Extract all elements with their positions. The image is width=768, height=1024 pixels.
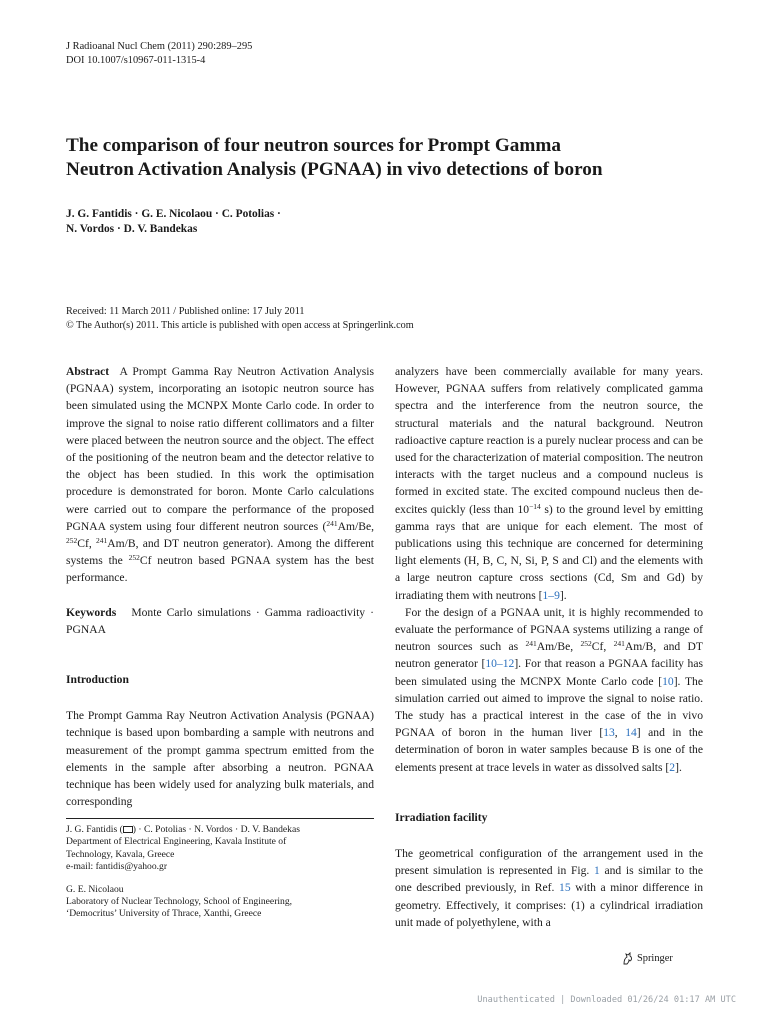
citation-link[interactable]: 10 <box>662 674 674 688</box>
citation-link[interactable]: 2 <box>669 760 676 774</box>
journal-header <box>66 40 252 68</box>
figure-link[interactable]: 1 <box>593 864 600 878</box>
abstract-label: Abstract <box>66 365 110 378</box>
author-list: J. G. Fantidis · G. E. Nicolaou · C. Potolias · N. Vordos · D. V. Bandekas <box>66 208 281 235</box>
right-column <box>395 363 703 931</box>
citation-link[interactable]: 10–12 <box>485 657 515 671</box>
citation-link[interactable]: 14 <box>625 726 637 740</box>
abstract: Abstract A Prompt Gamma Ray Neutron Activation Analysis (PGNAA) system, incorporating an isotopic neutron source has been simulated using the MCNPX Monte Carlo code. In order to improve the signal to noise ratio different collimators and a filter were placed between the neutron source and the object. The effect of the positioning of the neutron beam and the detector relative to the object has been studied. In this work the optimisation procedure is demonstrated for boron. Monte Carlo calculations were carried out to compare the performance of the proposed PGNAA system using four different neutron sources ($^{241}$Am/Be, $^{252}$Cf, $^{241}$Am/B, and DT neutron generator). Among the different systems the $^{252}$Cf neutron based PGNAA system has the best performance. <box>66 365 375 585</box>
citation-link[interactable]: 13 <box>603 726 615 740</box>
article-title: The comparison of four neutron sources for Prompt Gamma Neutron Activation Analysis (PGNAA) in vivo detections of boron <box>66 135 603 180</box>
introduction-paragraph-2: For the design of a PGNAA unit, it is highly recommended to evaluate the performance of PGNAA systems utilizing a range of neutron sources such as $^{241}$Am/Be, $^{252}$Cf, $^{241}$Am/B, and DT neutron generator [10–12]. For that reason a PGNAA facility has been simulated using the MCNPX Monte Carlo code [10]. The simulation carried out aimed to improve the signal to noise ratio. The study has a practical interest in the case of the in vivo PGNAA of boron in the human liver [13, 14] and in the determination of boron in water samples because B is one of the elements present at trace levels in water as dissolved salts [2]. <box>395 605 704 774</box>
envelope-icon <box>123 826 133 833</box>
license-note: © The Author(s) 2011. This article is published with open access at Springerlink.com <box>66 319 414 331</box>
keywords: Keywords Monte Carlo simulations · Gamma radioactivity · PGNAA <box>66 605 374 636</box>
author-affiliations: J. G. Fantidis ( ) · C. Potolias · N. Vordos · D. V. Bandekas Department of Electrical Engineering, Kavala Institute of Technology, Kavala, Greece e-mail: fantidis@yahoo.gr G. E. Nicolaou Laboratory of Nuclear Technology, School of Engineering, ‘Democritus’ University of Thrace, Xanthi, Greece <box>66 824 374 921</box>
author-email[interactable]: e-mail: fantidis@yahoo.gr <box>66 861 168 873</box>
irradiation-heading: Irradiation facility <box>395 810 488 824</box>
received-date: Received: 11 March 2011 / Published online: 17 July 2011 <box>66 306 305 317</box>
download-notice: Unauthenticated | Downloaded 01/26/24 01:17 AM UTC <box>477 995 736 1005</box>
introduction-paragraph: The Prompt Gamma Ray Neutron Activation Analysis (PGNAA) technique is based upon bombarding a sample with neutrons and measurement of the prompt gamma spectrum emitted from the elements in the sample after absorbing a neutron. PGNAA technique has been widely used for analyzing bulk materials, and corresponding <box>66 709 374 809</box>
journal-citation: J Radioanal Nucl Chem (2011) 290:289–295 <box>66 41 253 52</box>
publisher-name: Springer <box>637 953 673 964</box>
publication-dates <box>66 305 414 332</box>
publisher-logo <box>621 952 673 965</box>
irradiation-paragraph: The geometrical configuration of the arrangement used in the present simulation is represented in Fig. 1 and is similar to the one described previously, in Ref. 15 with a minor difference in geometry. Effectively, it comprises: (1) a cylindrical irradiation unit made of polyethylene, with a <box>395 847 704 929</box>
citation-link[interactable]: 1–9 <box>542 588 560 602</box>
citation-link[interactable]: 15 <box>559 881 571 895</box>
springer-horse-icon <box>621 952 634 965</box>
doi: DOI 10.1007/s10967-011-1315-4 <box>66 55 206 66</box>
introduction-continuation: analyzers have been commercially available for many years. However, PGNAA suffers from relatively complicated gamma spectra and the interference from the neutron source, the structural materials and the natural background. Neutron radioactive capture reaction is a purely nuclear process and can be used for the characterization of material composition. The neutron interacts with the target nucleus and a compound nucleus is formed in excited state. The excited compound nucleus then de-excites quickly (less than $10^{-14}$ s) to the ground level by emitting gamma rays that are unique for each element. The most of publications using this technique are concerned for determining light elements (H, B, C, N, Si, P, S and Cl) and the elements with a large neutron capture cross sections (Cd, Sm and Gd) by irradiating them with neutrons [1–9]. <box>395 365 703 602</box>
keywords-label: Keywords <box>66 605 117 619</box>
left-column <box>66 363 374 810</box>
introduction-heading: Introduction <box>66 673 129 687</box>
footnote-divider <box>66 818 374 819</box>
